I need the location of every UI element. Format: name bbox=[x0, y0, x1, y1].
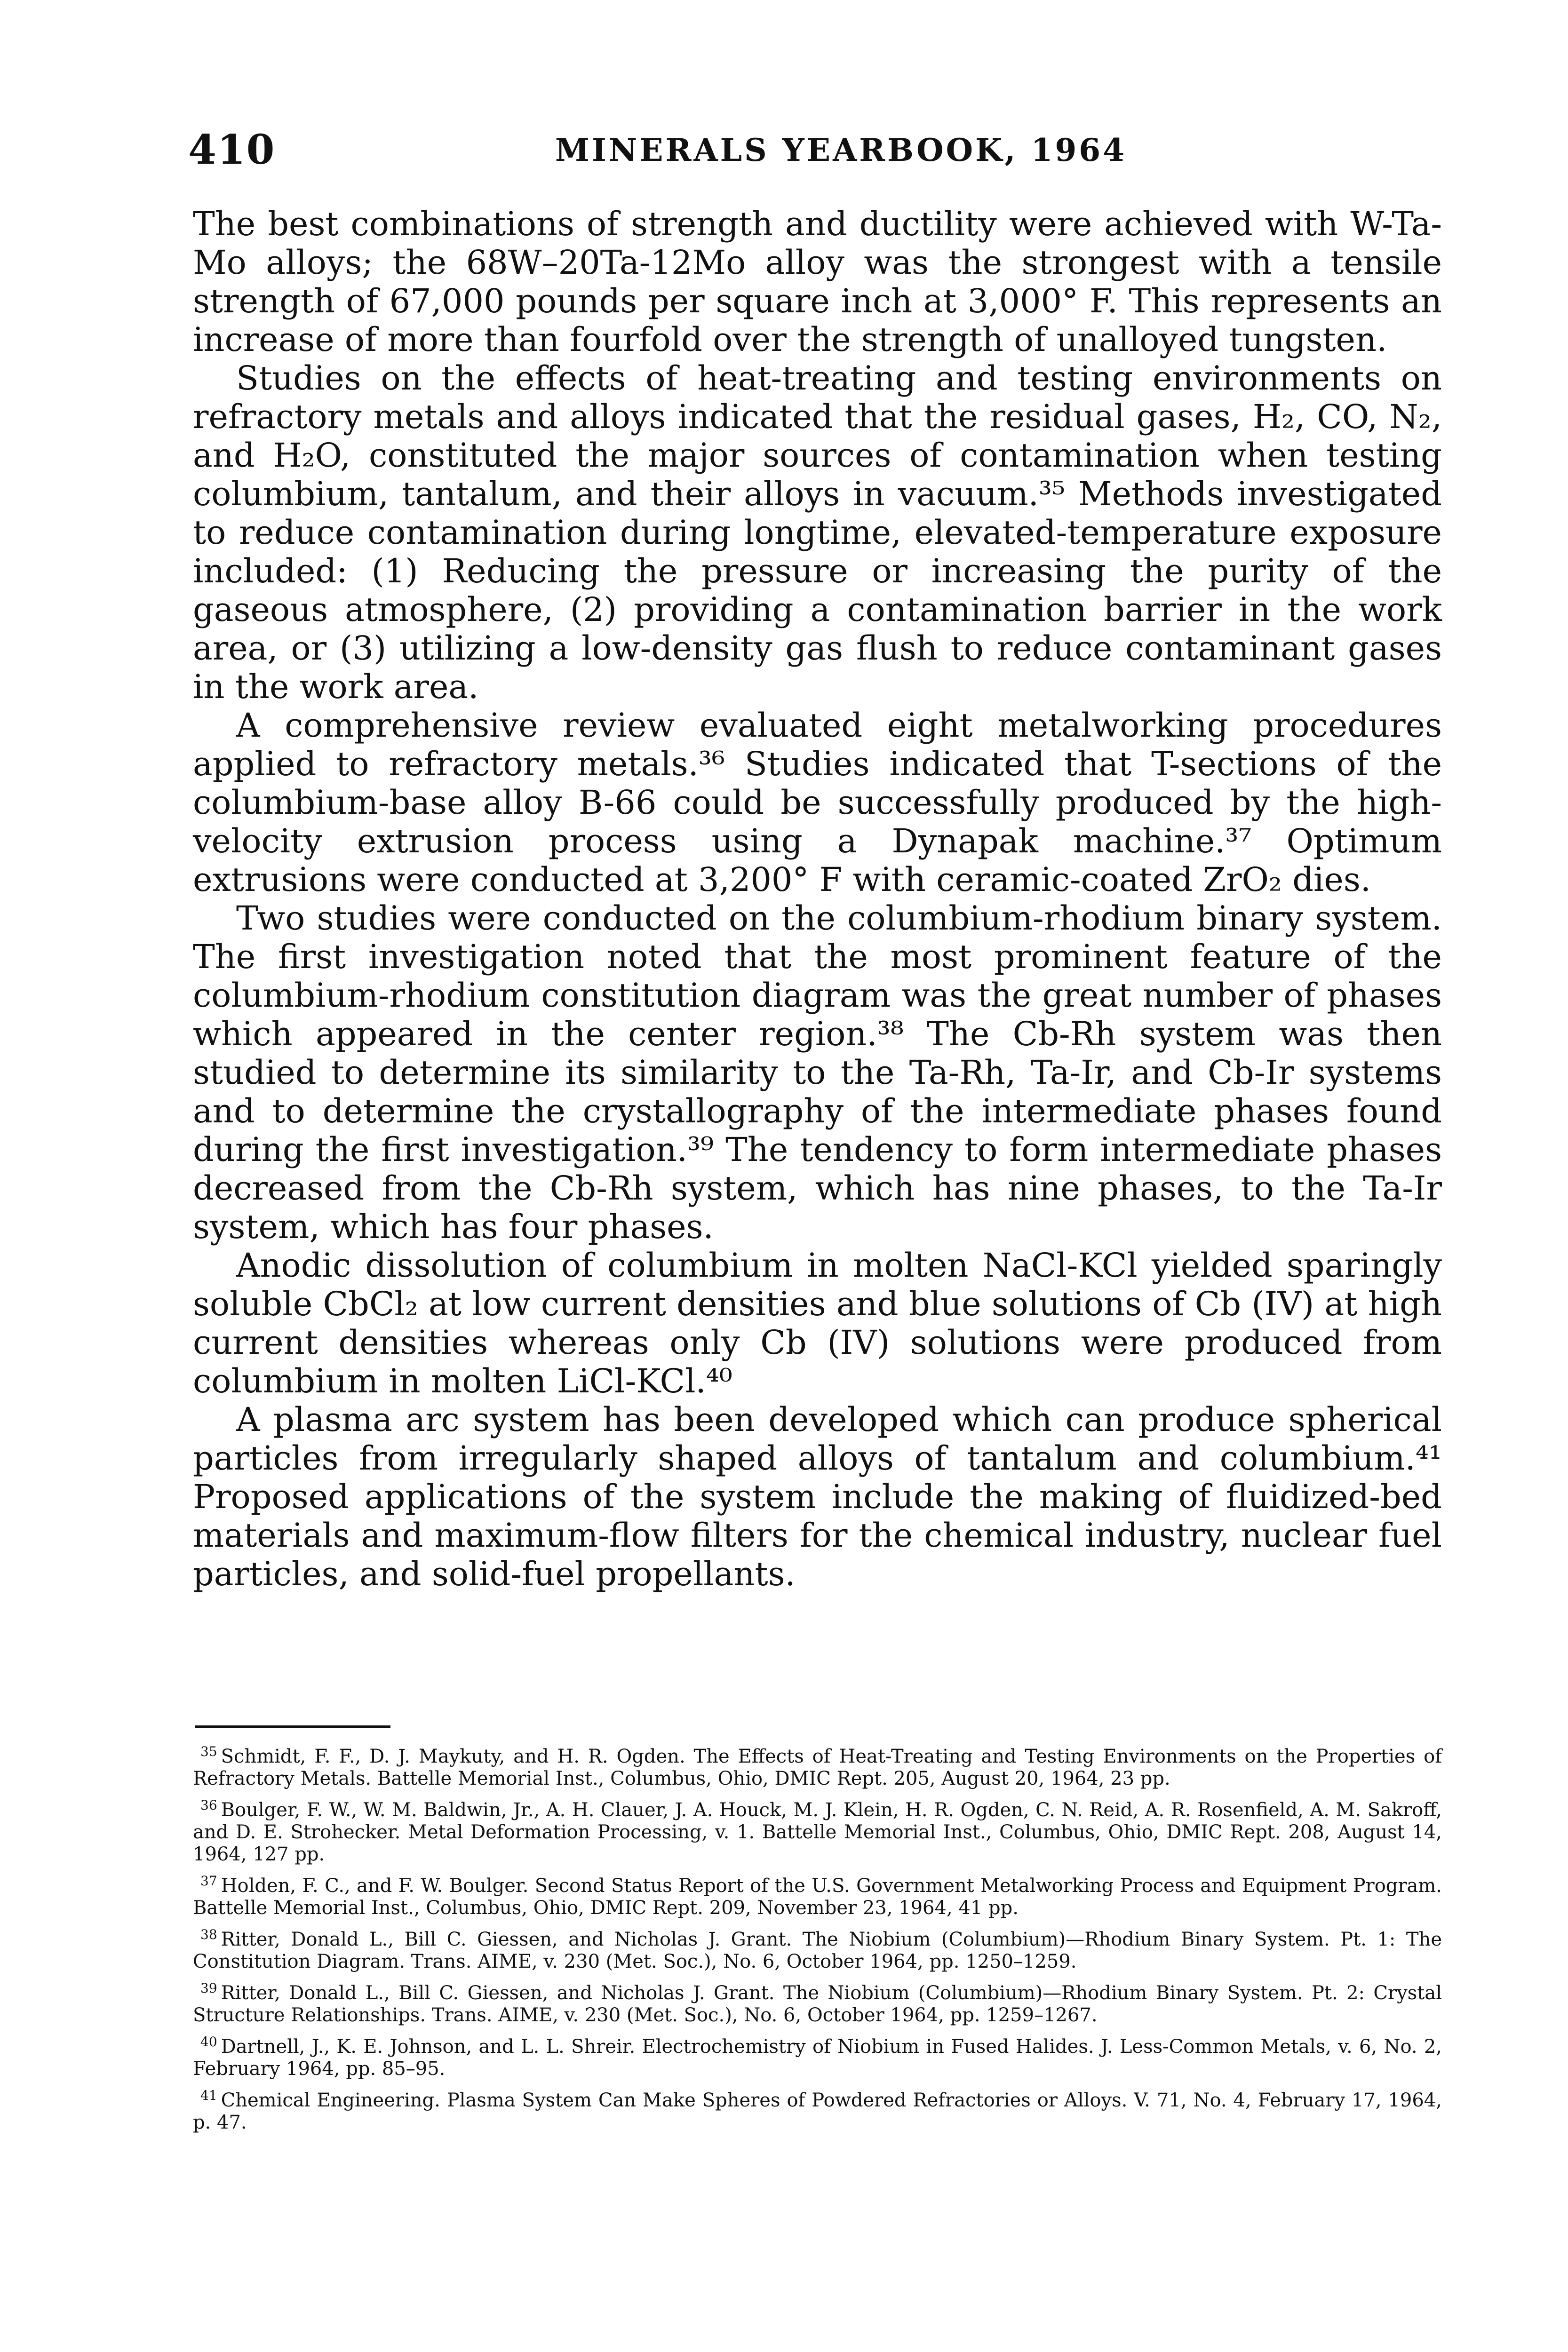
footnote bbox=[193, 1870, 1442, 1919]
paragraph: Studies on the effects of heat-treating and testing environments on refractory metals and alloys indicated that the residual gases, H₂, CO, N₂, and H₂O, constituted the major sources of contamination when testing columbium, tantalum, and their alloys in vacuum.³⁵ Methods investigated to reduce contamination during longtime, elevated-temperature exposure included: (1) Reducing the pressure or increasing the purity of the gaseous atmosphere, (2) providing a contamination barrier in the work area, or (3) utilizing a low-density gas flush to reduce contaminant gases in the work area. bbox=[193, 359, 1442, 706]
footnote bbox=[193, 2084, 1442, 2134]
footnote bbox=[193, 1794, 1442, 1866]
paragraph: A plasma arc system has been developed which can produce spherical particles from irregularly shaped alloys of tantalum and columbium.⁴¹ Proposed applications of the system include the making of fluidized-bed materials and maximum-flow filters for the chemical industry, nuclear fuel particles, and solid-fuel propellants. bbox=[193, 1400, 1442, 1593]
footnote-number: 40 bbox=[200, 2034, 217, 2050]
footnote-text: Boulger, F. W., W. M. Baldwin, Jr., A. H. Clauer, J. A. Houck, M. J. Klein, H. R. Ogden, C. N. Reid, A. R. Rosenfield, A. M. Sakroff, and D. E. Strohecker. Metal Deformation Processing, v. 1. Battelle Memorial Inst., Columbus, Ohio, DMIC Rept. 208, August 14, 1964, 127 pp. bbox=[193, 1799, 1442, 1865]
footnote-text: Schmidt, F. F., D. J. Maykuty, and H. R. Ogden. The Effects of Heat-Treating and Testing Environments on the Properties of Refractory Metals. Battelle Memorial Inst., Columbus, Ohio, DMIC Rept. 205, August 20, 1964, 23 pp. bbox=[193, 1746, 1442, 1789]
running-head: MINERALS YEARBOOK, 1964 bbox=[555, 132, 1127, 168]
footnote-divider bbox=[195, 1725, 390, 1728]
body-text bbox=[193, 205, 1442, 1593]
paragraph: Anodic dissolution of columbium in molten NaCl-KCl yielded sparingly soluble CbCl₂ at low current densities and blue solutions of Cb (IV) at high current densities whereas only Cb (IV) solutions were produced from columbium in molten LiCl-KCl.⁴⁰ bbox=[193, 1246, 1442, 1400]
footnote-number: 39 bbox=[200, 1980, 217, 1996]
footnote-text: Chemical Engineering. Plasma System Can Make Spheres of Powdered Refractories or Alloys. V. 71, No. 4, February 17, 1964, p. 47. bbox=[193, 2090, 1442, 2133]
footnote bbox=[193, 2031, 1442, 2080]
footnote-number: 36 bbox=[200, 1797, 217, 1813]
footnote-text: Ritter, Donald L., Bill C. Giessen, and Nicholas J. Grant. The Niobium (Columbium)—Rhodium Binary System. Pt. 1: The Constitution Diagram. Trans. AIME, v. 230 (Met. Soc.), No. 6, October 1964, pp. 1250–1259. bbox=[193, 1929, 1442, 1972]
paragraph: Two studies were conducted on the columbium-rhodium binary system. The first investigation noted that the most prominent feature of the columbium-rhodium constitution diagram was the great number of phases which appeared in the center region.³⁸ The Cb-Rh system was then studied to determine its similarity to the Ta-Rh, Ta-Ir, and Cb-Ir systems and to determine the crystallography of the intermediate phases found during the first investigation.³⁹ The tendency to form intermediate phases decreased from the Cb-Rh system, which has nine phases, to the Ta-Ir system, which has four phases. bbox=[193, 899, 1442, 1246]
footnote-text: Holden, F. C., and F. W. Boulger. Second Status Report of the U.S. Government Metalworking Process and Equipment Program. Battelle Memorial Inst., Columbus, Ohio, DMIC Rept. 209, November 23, 1964, 41 pp. bbox=[193, 1875, 1442, 1919]
footnote bbox=[193, 1923, 1442, 1973]
paragraph: A comprehensive review evaluated eight metalworking procedures applied to refractory metals.³⁶ Studies indicated that T-sections of the columbium-base alloy B-66 could be successfully produced by the high-velocity extrusion process using a Dynapak machine.³⁷ Optimum extrusions were conducted at 3,200° F with ceramic-coated ZrO₂ dies. bbox=[193, 706, 1442, 899]
footnote-number: 38 bbox=[200, 1927, 217, 1942]
footnote-number: 41 bbox=[200, 2088, 217, 2103]
footnote-number: 37 bbox=[200, 1873, 217, 1889]
footnote bbox=[193, 1740, 1442, 1790]
page-number: 410 bbox=[188, 126, 276, 174]
footnote-text: Ritter, Donald L., Bill C. Giessen, and Nicholas J. Grant. The Niobium (Columbium)—Rhodium Binary System. Pt. 2: Crystal Structure Relationships. Trans. AIME, v. 230 (Met. Soc.), No. 6, October 1964, pp. 1259–1267. bbox=[193, 1982, 1442, 2026]
footnotes bbox=[193, 1740, 1442, 2138]
footnote-number: 35 bbox=[200, 1744, 217, 1759]
footnote-text: Dartnell, J., K. E. Johnson, and L. L. Shreir. Electrochemistry of Niobium in Fused Halides. J. Less-Common Metals, v. 6, No. 2, February 1964, pp. 85–95. bbox=[193, 2036, 1442, 2080]
page-header bbox=[188, 126, 1449, 178]
footnote bbox=[193, 1977, 1442, 2026]
paragraph: The best combinations of strength and ductility were achieved with W-Ta-Mo alloys; the 68W–20Ta-12Mo alloy was the strongest with a tensile strength of 67,000 pounds per square inch at 3,000° F. This represents an increase of more than fourfold over the strength of unalloyed tungsten. bbox=[193, 205, 1442, 359]
